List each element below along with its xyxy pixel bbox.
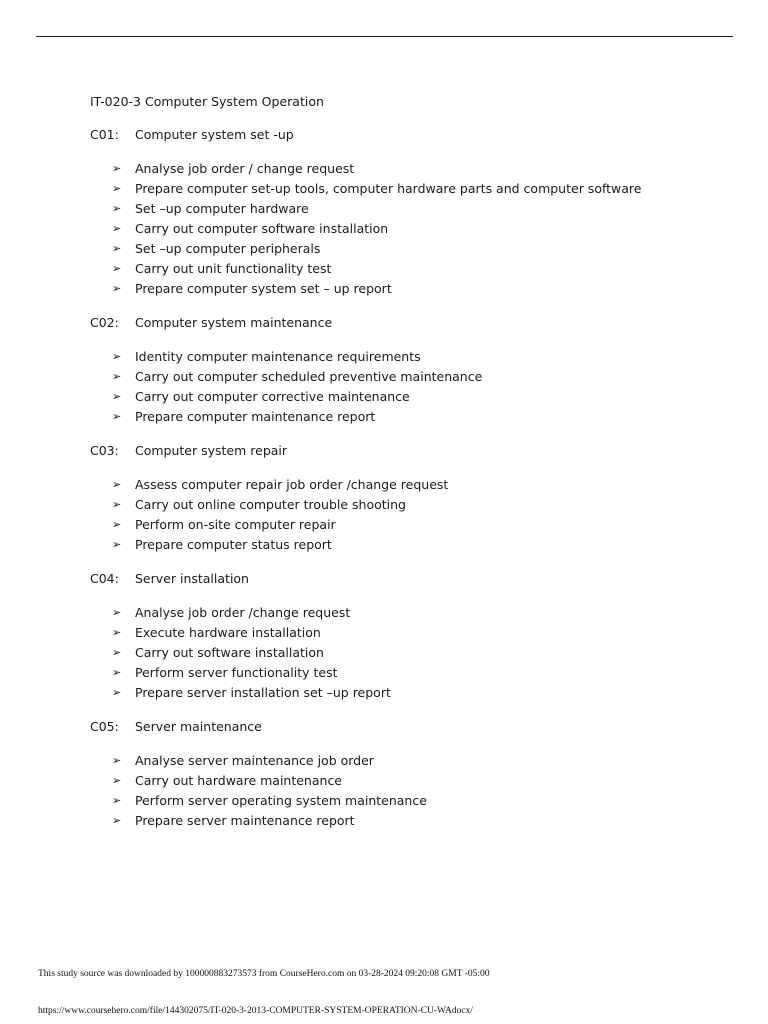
list-item xyxy=(90,791,730,811)
list-item xyxy=(90,751,730,771)
list-item xyxy=(90,387,730,407)
arrow-bullet-icon: ➢ xyxy=(112,498,122,511)
list-item-text: Prepare server installation set –up report xyxy=(135,685,391,700)
section-heading xyxy=(90,570,730,588)
list-item-text: Set –up computer hardware xyxy=(135,201,309,216)
arrow-bullet-icon: ➢ xyxy=(112,390,122,403)
arrow-bullet-icon: ➢ xyxy=(112,262,122,275)
arrow-bullet-icon: ➢ xyxy=(112,162,122,175)
document-body xyxy=(90,93,730,846)
list-item xyxy=(90,603,730,623)
list-item xyxy=(90,159,730,179)
arrow-bullet-icon: ➢ xyxy=(112,814,122,827)
element-list xyxy=(90,603,730,703)
section-heading xyxy=(90,314,730,332)
list-item-text: Perform server operating system maintenance xyxy=(135,793,427,808)
list-item-text: Perform on-site computer repair xyxy=(135,517,336,532)
list-item-text: Set –up computer peripherals xyxy=(135,241,321,256)
list-item xyxy=(90,771,730,791)
list-item xyxy=(90,259,730,279)
element-list xyxy=(90,475,730,555)
list-item xyxy=(90,279,730,299)
arrow-bullet-icon: ➢ xyxy=(112,538,122,551)
list-item xyxy=(90,495,730,515)
list-item xyxy=(90,407,730,427)
list-item-text: Carry out unit functionality test xyxy=(135,261,332,276)
arrow-bullet-icon: ➢ xyxy=(112,774,122,787)
list-item-text: Analyse server maintenance job order xyxy=(135,753,374,768)
section-code: C05: xyxy=(90,719,119,734)
list-item xyxy=(90,643,730,663)
element-list xyxy=(90,159,730,299)
section-heading xyxy=(90,442,730,460)
list-item xyxy=(90,515,730,535)
competency-section xyxy=(90,570,730,703)
section-title: Server installation xyxy=(135,571,249,586)
list-item xyxy=(90,199,730,219)
arrow-bullet-icon: ➢ xyxy=(112,242,122,255)
list-item-text: Carry out computer scheduled preventive maintenance xyxy=(135,369,483,384)
list-item-text: Carry out computer corrective maintenance xyxy=(135,389,410,404)
list-item-text: Prepare computer set-up tools, computer hardware parts and computer software xyxy=(135,181,642,196)
arrow-bullet-icon: ➢ xyxy=(112,370,122,383)
arrow-bullet-icon: ➢ xyxy=(112,794,122,807)
list-item-text: Assess computer repair job order /change request xyxy=(135,477,449,492)
list-item xyxy=(90,683,730,703)
list-item xyxy=(90,663,730,683)
list-item xyxy=(90,475,730,495)
arrow-bullet-icon: ➢ xyxy=(112,754,122,767)
section-title: Computer system set -up xyxy=(135,127,294,142)
arrow-bullet-icon: ➢ xyxy=(112,350,122,363)
arrow-bullet-icon: ➢ xyxy=(112,282,122,295)
list-item-text: Carry out hardware maintenance xyxy=(135,773,343,788)
section-code: C02: xyxy=(90,315,119,330)
list-item xyxy=(90,367,730,387)
list-item xyxy=(90,239,730,259)
list-item-text: Identity computer maintenance requirements xyxy=(135,349,421,364)
list-item xyxy=(90,219,730,239)
arrow-bullet-icon: ➢ xyxy=(112,518,122,531)
list-item-text: Prepare computer maintenance report xyxy=(135,409,376,424)
arrow-bullet-icon: ➢ xyxy=(112,410,122,423)
list-item xyxy=(90,179,730,199)
section-title: Computer system repair xyxy=(135,443,288,458)
section-code: C03: xyxy=(90,443,119,458)
document-title: IT-020-3 Computer System Operation xyxy=(90,94,324,109)
source-url[interactable]: https://www.coursehero.com/file/144302075/IT-020-3-2013-COMPUTER-SYSTEM-OPERATION-CU-WAdocx/ xyxy=(38,1006,473,1016)
list-item-text: Carry out computer software installation xyxy=(135,221,389,236)
arrow-bullet-icon: ➢ xyxy=(112,202,122,215)
list-item xyxy=(90,811,730,831)
list-item-text: Analyse job order / change request xyxy=(135,161,355,176)
section-code: C04: xyxy=(90,571,119,586)
list-item xyxy=(90,535,730,555)
section-code: C01: xyxy=(90,127,119,142)
arrow-bullet-icon: ➢ xyxy=(112,646,122,659)
list-item xyxy=(90,623,730,643)
list-item xyxy=(90,347,730,367)
arrow-bullet-icon: ➢ xyxy=(112,478,122,491)
list-item-text: Prepare computer system set – up report xyxy=(135,281,392,296)
download-notice: This study source was downloaded by 100000883273573 from CourseHero.com on 03-28-2024 09:20:08 GMT -05:00 xyxy=(38,969,490,979)
arrow-bullet-icon: ➢ xyxy=(112,666,122,679)
arrow-bullet-icon: ➢ xyxy=(112,626,122,639)
list-item-text: Perform server functionality test xyxy=(135,665,338,680)
section-title: Computer system maintenance xyxy=(135,315,333,330)
list-item-text: Analyse job order /change request xyxy=(135,605,351,620)
arrow-bullet-icon: ➢ xyxy=(112,182,122,195)
list-item-text: Execute hardware installation xyxy=(135,625,321,640)
list-item-text: Prepare computer status report xyxy=(135,537,332,552)
section-heading xyxy=(90,126,730,144)
header-rule xyxy=(36,36,733,37)
competency-section xyxy=(90,442,730,555)
section-heading xyxy=(90,718,730,736)
element-list xyxy=(90,751,730,831)
competency-section xyxy=(90,718,730,831)
sections-container xyxy=(90,126,730,831)
list-item-text: Carry out software installation xyxy=(135,645,324,660)
list-item-text: Carry out online computer trouble shooting xyxy=(135,497,406,512)
competency-section xyxy=(90,126,730,299)
element-list xyxy=(90,347,730,427)
competency-section xyxy=(90,314,730,427)
arrow-bullet-icon: ➢ xyxy=(112,686,122,699)
section-title: Server maintenance xyxy=(135,719,262,734)
list-item-text: Prepare server maintenance report xyxy=(135,813,355,828)
arrow-bullet-icon: ➢ xyxy=(112,222,122,235)
arrow-bullet-icon: ➢ xyxy=(112,606,122,619)
